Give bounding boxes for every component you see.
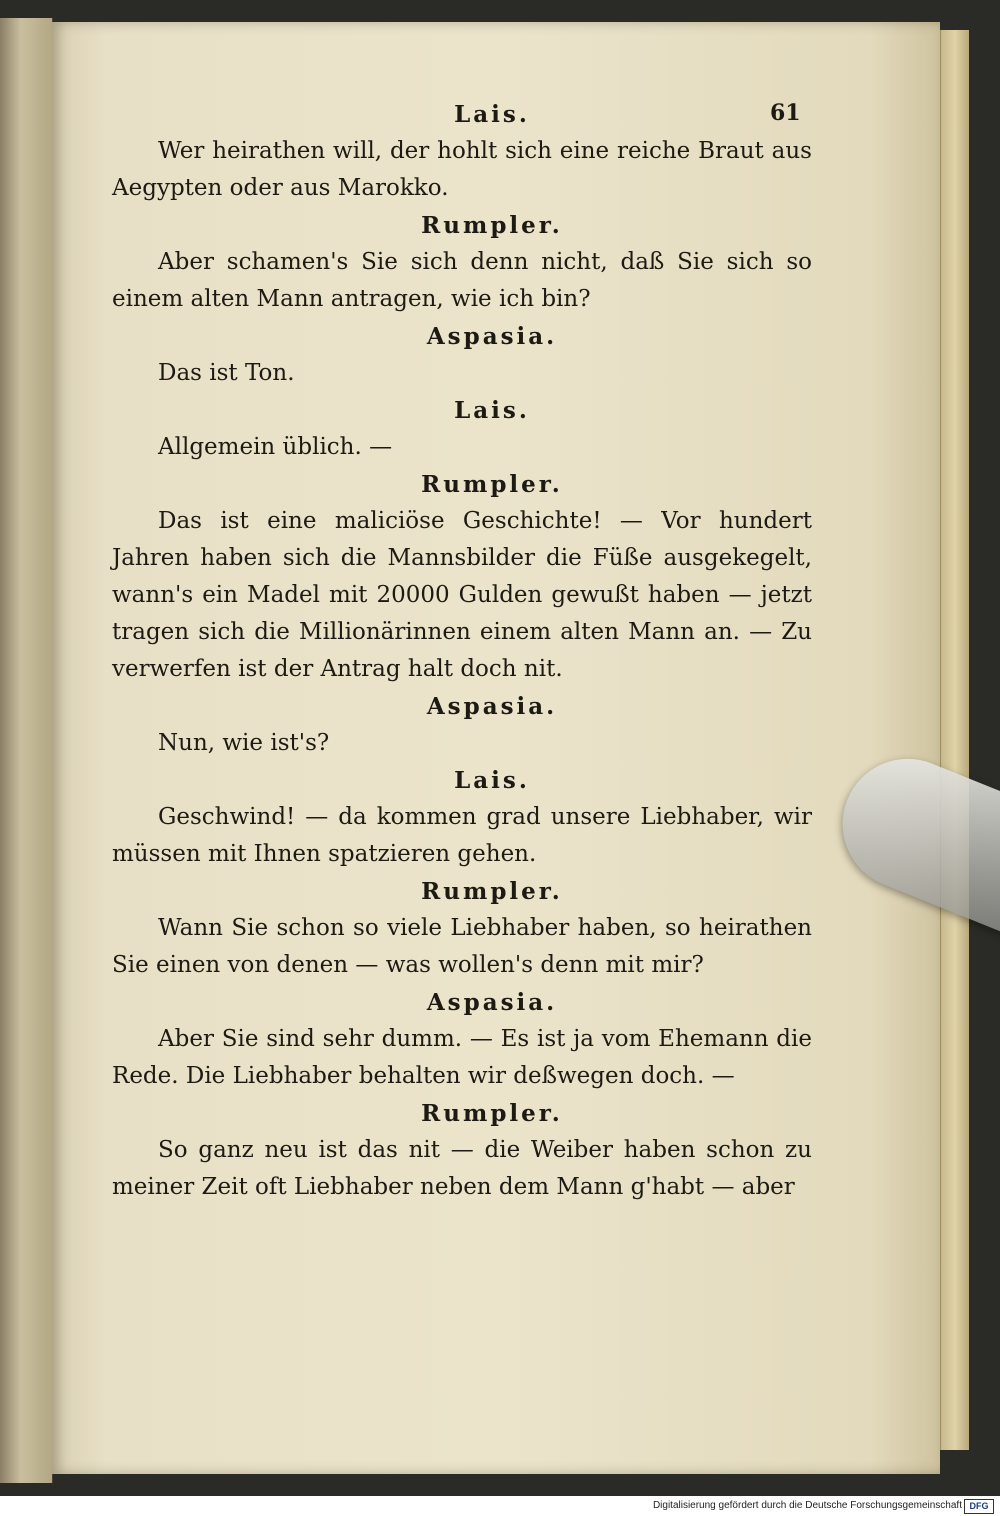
speech-line: So ganz neu ist das nit — die Weiber haben schon zu meiner Zeit oft Liebhaber neben dem Mann g'habt — aber: [112, 1137, 812, 1200]
speech-line: Aber Sie sind sehr dumm. — Es ist ja vom Ehemann die Rede. Die Liebhaber behalten wir deßwegen doch. —: [112, 1026, 812, 1089]
speaker-name: Rumpler.: [421, 1100, 563, 1127]
page-stack-edge: [940, 30, 969, 1450]
dfg-logo: DFG: [964, 1499, 994, 1514]
page-text: [112, 96, 812, 1206]
speaker-name: Aspasia.: [426, 323, 558, 350]
speaker-name: Lais.: [454, 397, 530, 424]
speech-line: Das ist Ton.: [158, 360, 295, 386]
left-page-edge: [0, 18, 53, 1483]
speech-line: Wer heirathen will, der hohlt sich eine reiche Braut aus Aegypten oder aus Marokko.: [112, 138, 812, 201]
speech-line: Wann Sie schon so viele Liebhaber haben, so heirathen Sie einen von denen — was wollen's denn mit mir?: [112, 915, 812, 978]
page-number: 61: [770, 100, 801, 126]
footer-credit: Digitalisierung gefördert durch die Deutsche Forschungsgemeinschaft: [652, 1500, 962, 1511]
speaker-name: Aspasia.: [426, 693, 558, 720]
speaker-name: Rumpler.: [421, 212, 563, 239]
speaker-name: Lais.: [454, 101, 530, 128]
speaker-name: Rumpler.: [421, 878, 563, 905]
speaker-name: Rumpler.: [421, 471, 563, 498]
speech-line: Allgemein üblich. —: [158, 434, 393, 460]
speech-line: Geschwind! — da kommen grad unsere Liebhaber, wir müssen mit Ihnen spatzieren gehen.: [112, 804, 812, 867]
speech-line: Aber schamen's Sie sich denn nicht, daß Sie sich so einem alten Mann antragen, wie ich bin?: [112, 249, 812, 312]
speech-line: Das ist eine maliciöse Geschichte! — Vor hundert Jahren haben sich die Mannsbilder die Füße ausgekegelt, wann's ein Madel mit 20000 Gulden gewußt haben — jetzt tragen sich die Millionärinnen einem alten Mann an. — Zu verwerfen ist der Antrag halt doch nit.: [112, 508, 812, 682]
speaker-name: Lais.: [454, 767, 530, 794]
speaker-name: Aspasia.: [426, 989, 558, 1016]
speech-line: Nun, wie ist's?: [158, 730, 330, 756]
